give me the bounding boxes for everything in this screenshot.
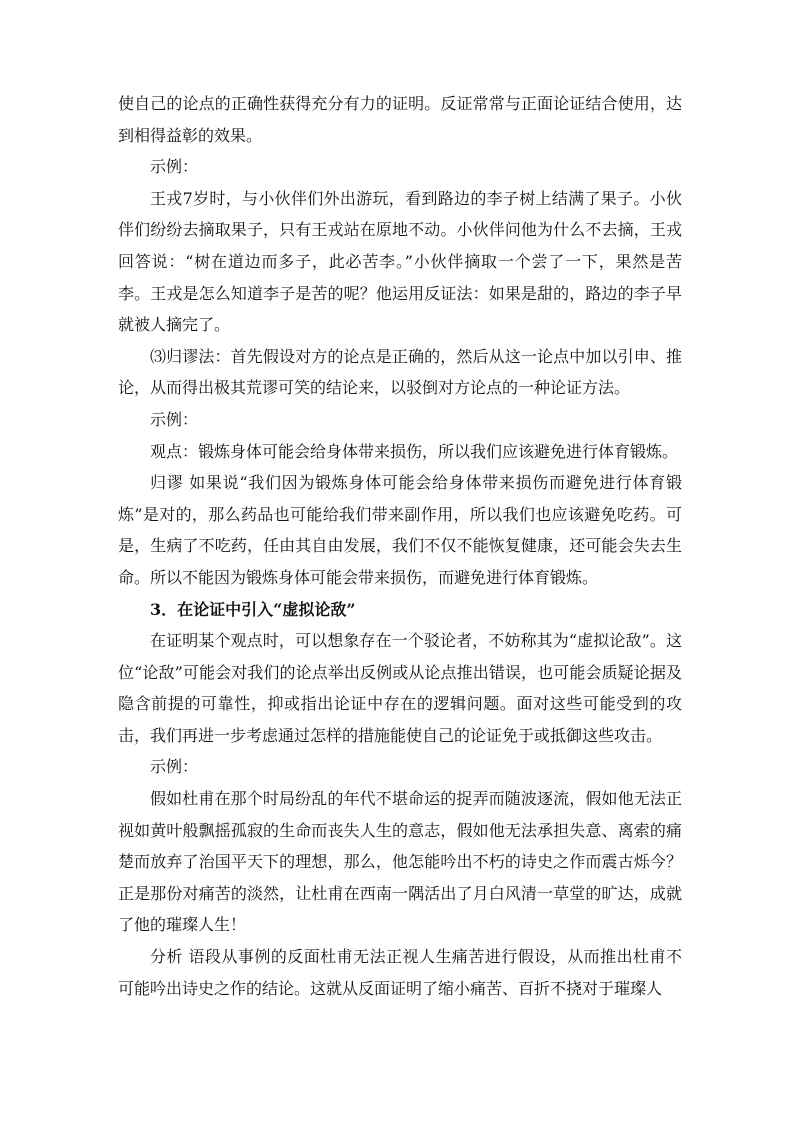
reductio-definition: ⑶归谬法：首先假设对方的论点是正确的，然后从这一论点中加以引申、推论，从而得出极其荒谬可笑的结论来，以驳倒对方论点的一种论证方法。 (118, 346, 682, 398)
example-label: 示例： (150, 757, 199, 777)
analysis-paragraph: 分析 语段从事例的反面杜甫无法正视人生痛苦进行假设，从而推出杜甫不可能吟出诗史之作的结论。这就从反面证明了缩小痛苦、百折不挠对于璀璨人 (118, 947, 682, 998)
reductio-example: 归谬 如果说“我们因为锻炼身体可能会给身体带来损伤而避免进行体育锻炼”是对的，那么药品也可能给我们带来副作用，所以我们也应该避免吃药。可是，生病了不吃药，任由其自由发展，我们不仅不能恢复健康，还可能会失去生命。所以不能因为锻炼身体可能会带来损伤，而避免进行体育锻炼。 (118, 473, 682, 587)
example-label: 示例： (150, 157, 199, 177)
viewpoint-exercise: 观点：锻炼身体可能会给身体带来损伤，所以我们应该避免进行体育锻炼。 (150, 441, 679, 461)
example-label: 示例： (150, 409, 199, 429)
virtual-opponent-explanation: 在证明某个观点时，可以想象存在一个驳论者，不妨称其为“虚拟论敌”。这位“论敌”可能会对我们的论点举出反例或从论点推出错误，也可能会质疑论据及隐含前提的可靠性，抑或指出论证中存在的逻辑问题。面对这些可能受到的攻击，我们再进一步考虑通过怎样的措施能使自己的论证免于或抵御这些攻击。 (118, 631, 682, 745)
section-heading-virtual-opponent: 3．在论证中引入“虚拟论敌” (150, 599, 356, 619)
paragraph-continuation: 使自己的论点的正确性获得充分有力的证明。反证常常与正面论证结合使用，达到相得益彰的效果。 (118, 94, 682, 145)
example-du-fu: 假如杜甫在那个时局纷乱的年代不堪命运的捉弄而随波逐流，假如他无法正视如黄叶般飘摇孤寂的生命而丧失人生的意志，假如他无法承担失意、离索的痛楚而放弃了治国平天下的理想，那么，他怎能吟出不朽的诗史之作而震古烁今？正是那份对痛苦的淡然，让杜甫在西南一隅活出了月白风清一草堂的旷达，成就了他的璀璨人生！ (118, 789, 682, 935)
document-body (118, 88, 682, 1004)
example-wang-rong: 王戎7岁时，与小伙伴们外出游玩，看到路边的李子树上结满了果子。小伙伴们纷纷去摘取果子，只有王戎站在原地不动。小伙伴问他为什么不去摘，王戎回答说：“树在道边而多子，此必苦李。”小伙伴摘取一个尝了一下，果然是苦李。王戎是怎么知道李子是苦的呢？他运用反证法：如果是甜的，路边的李子早就被人摘完了。 (118, 188, 682, 335)
